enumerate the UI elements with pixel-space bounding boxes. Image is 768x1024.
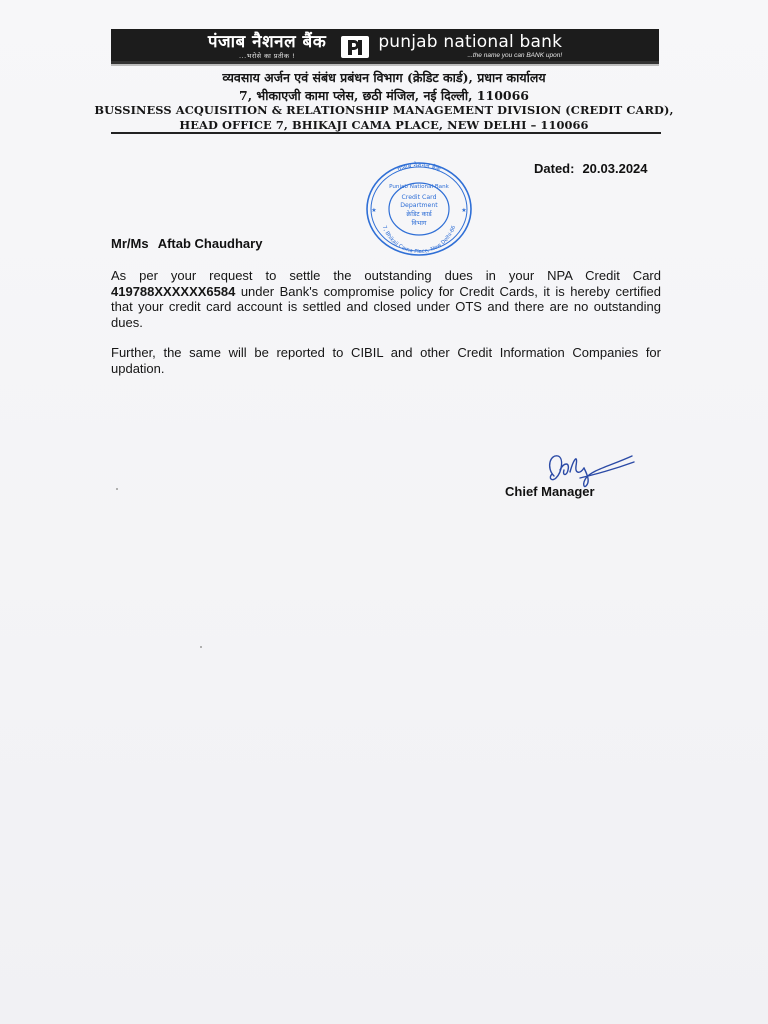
- address-english: HEAD OFFICE 7, BHIKAJI CAMA PLACE, NEW DELHI – 110066: [179, 118, 589, 132]
- banner-divider: [111, 64, 659, 66]
- address-hindi: 7, भीकाएजी कामा प्लेस, छठी मंजिल, नई दिल्ली, 110066: [239, 88, 529, 103]
- pnb-logo-icon: [340, 34, 370, 60]
- stamp-arc-top: [396, 161, 441, 174]
- scan-speck: [116, 488, 118, 490]
- recipient-line: [111, 236, 262, 251]
- stamp-star-right-icon: ★: [461, 207, 467, 214]
- dated-value: 20.03.2024: [582, 161, 648, 176]
- paragraph1-text-b: under Bank's compromise policy for Credit Cards, it is hereby certified that your credit card account is settled and closed under OTS and there are no outstanding dues.: [111, 283, 661, 330]
- signatory-designation: Chief Manager: [505, 484, 595, 499]
- tagline-english: ...the name you can BANK upon!: [467, 51, 563, 59]
- reporting-paragraph: Further, the same will be reported to CIBIL and other Credit Information Companies for updation.: [111, 345, 661, 376]
- bank-name-hindi-block: [207, 31, 327, 60]
- bank-name-english: punjab national bank: [378, 31, 563, 52]
- stamp-outer-top-text: पंजाब नैशनल बैंक: [396, 161, 442, 174]
- stamp-star-left-icon: ★: [371, 207, 377, 214]
- bank-name-hindi: पंजाब नैशनल बैंक: [207, 31, 327, 52]
- stamp-english-name: Punjab National Bank: [389, 184, 449, 190]
- letterhead-banner: [111, 29, 659, 64]
- stamp-outer-bottom-text: 7, Bhikaji Cama Place, New Delhi-66: [380, 224, 458, 256]
- letterhead-rule: [111, 132, 661, 134]
- division-hindi: व्यवसाय अर्जन एवं संबंध प्रबंधन विभाग (क्रेडिट कार्ड), प्रधान कार्यालय: [222, 70, 546, 85]
- recipient-name: Aftab Chaudhary: [157, 236, 263, 251]
- letter-date: [534, 161, 648, 176]
- settlement-paragraph: [111, 268, 661, 330]
- stamp-inner-line-3: क्रेडिट कार्ड: [406, 210, 432, 218]
- stamp-outer-ring: [367, 163, 471, 255]
- division-english: BUSSINESS ACQUISITION & RELATIONSHIP MANAGEMENT DIVISION (CREDIT CARD),: [94, 103, 674, 117]
- bank-name-english-block: [378, 31, 563, 60]
- paragraph1-text-a: As per your request to settle the outstanding dues in your NPA Credit Card: [111, 268, 661, 283]
- stamp-inner-line-1: Credit Card: [401, 194, 437, 201]
- salutation-prefix: Mr/Ms: [111, 236, 149, 251]
- stamp-arc-bottom: [381, 224, 458, 255]
- stamp-inner-line-2: Department: [400, 202, 438, 209]
- tagline-hindi: ...भरोसे का प्रतीक !: [239, 51, 296, 60]
- stamp-inner-line-4: विभाग: [411, 219, 427, 227]
- card-number: 419788XXXXXX6584: [111, 283, 236, 299]
- scan-speck: [200, 646, 202, 648]
- stamp-inner-ring: [389, 183, 449, 235]
- stamp-outer-ring-inner: [371, 167, 467, 251]
- dated-label: Dated:: [534, 161, 575, 176]
- department-stamp: [362, 157, 476, 257]
